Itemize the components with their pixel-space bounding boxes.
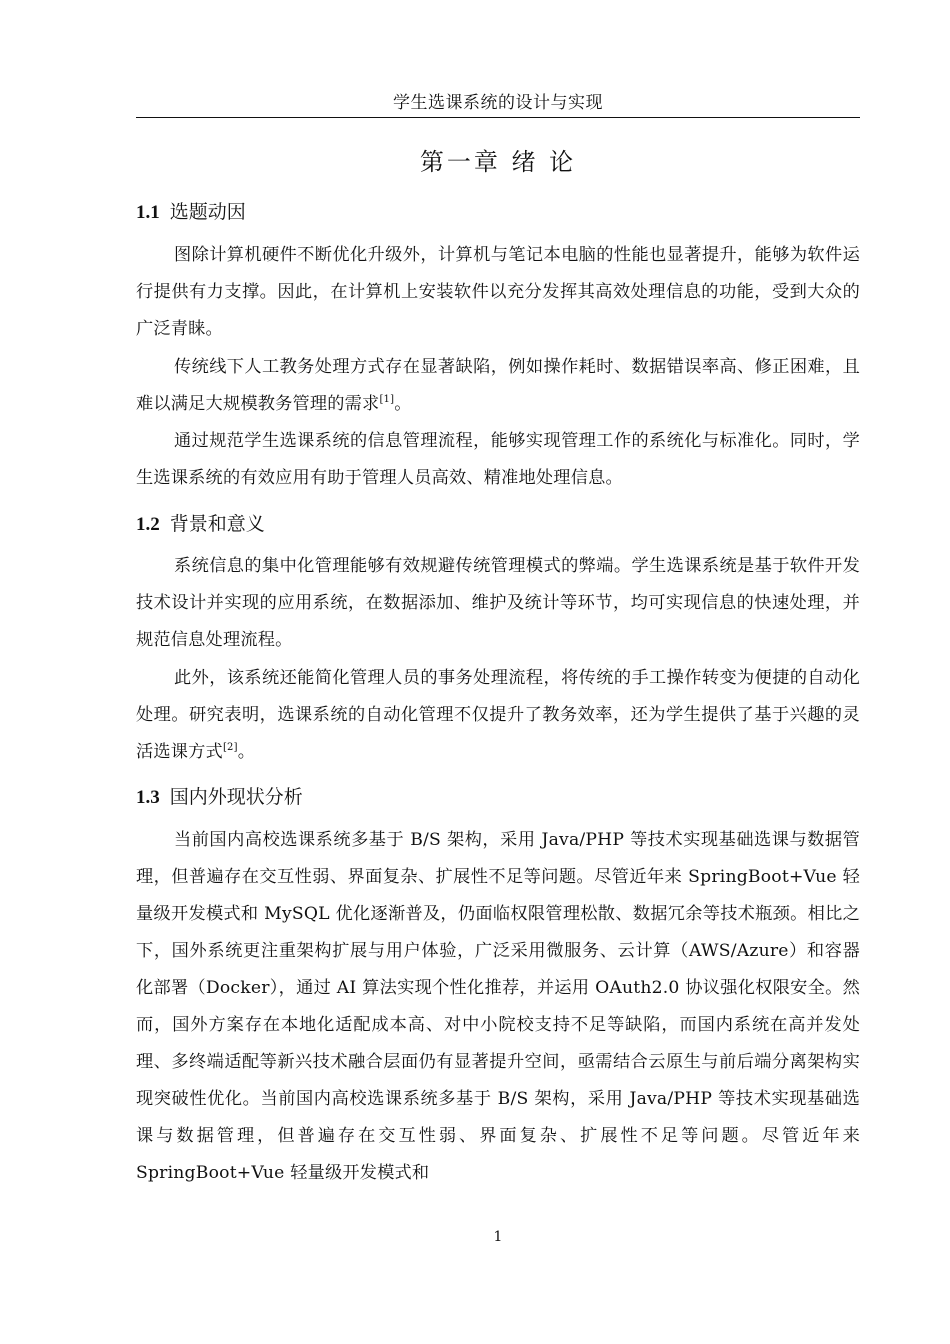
paragraph-text: 图除计算机硬件不断优化升级外，计算机与笔记本电脑的性能也显著提升，能够为软件运行提供有力支撑。因此，在计算机上安装软件以充分发挥其高效处理信息的功能，受到大众的广泛青睐。	[136, 245, 860, 339]
section-title: 背景和意义	[169, 513, 265, 535]
paragraph-text: 系统信息的集中化管理能够有效规避传统管理模式的弊端。学生选课系统是基于软件开发技术设计并实现的应用系统，在数据添加、维护及统计等环节，均可实现信息的快速处理，并规范信息处理流程。	[136, 556, 860, 650]
header-rule	[136, 117, 860, 118]
section-number: 1.1	[136, 202, 160, 223]
paragraph-tail: 。	[394, 394, 412, 414]
paragraph-text: 此外，该系统还能简化管理人员的事务处理流程，将传统的手工操作转变为便捷的自动化处理。研究表明，选课系统的自动化管理不仅提升了教务效率，还为学生提供了基于兴趣的灵活选课方式	[136, 668, 860, 762]
citation-ref: [1]	[379, 394, 395, 405]
section-title: 国内外现状分析	[169, 786, 303, 808]
paragraph	[136, 349, 860, 423]
section-heading-1-2	[136, 511, 265, 538]
section-number: 1.3	[136, 787, 160, 808]
paragraph-text: 当前国内高校选课系统多基于 B/S 架构，采用 Java/PHP 等技术实现基础选课与数据管理，但普遍存在交互性弱、界面复杂、扩展性不足等问题。尽管近年来 SpringBoot+Vue 轻量级开发模式和 MySQL 优化逐渐普及，仍面临权限管理松散、数据冗余等技术瓶颈。相比之下，国外系统更注重架构扩展与用户体验，广泛采用微服务、云计算（AWS/Azure）和容器化部署（Docker），通过 AI 算法实现个性化推荐，并运用 OAuth2.0 协议强化权限安全。然而，国外方案存在本地化适配成本高、对中小院校支持不足等缺陷，而国内系统在高并发处理、多终端适配等新兴技术融合层面仍有显著提升空间，亟需结合云原生与前后端分离架构实现突破性优化。当前国内高校选课系统多基于 B/S 架构，采用 Java/PHP 等技术实现基础选课与数据管理，但普遍存在交互性弱、界面复杂、扩展性不足等问题。尽管近年来 SpringBoot+Vue 轻量级开发模式和	[136, 830, 860, 1183]
paragraph-tail: 。	[237, 742, 256, 762]
paragraph	[136, 423, 860, 497]
paragraph-text: 通过规范学生选课系统的信息管理流程，能够实现管理工作的系统化与标准化。同时，学生选课系统的有效应用有助于管理人员高效、精准地处理信息。	[136, 431, 860, 488]
paragraph-text: 传统线下人工教务处理方式存在显著缺陷，例如操作耗时、数据错误率高、修正困难，且难以满足大规模教务管理的需求	[136, 357, 860, 414]
page-number: 1	[493, 1229, 503, 1245]
paragraph	[136, 822, 860, 1192]
citation-ref: [2]	[222, 742, 238, 753]
section-heading-1-1	[136, 199, 246, 226]
section-title: 选题动因	[169, 201, 246, 223]
paragraph	[136, 237, 860, 348]
running-header: 学生选课系统的设计与实现	[393, 93, 603, 113]
paragraph	[136, 660, 860, 771]
paragraph	[136, 548, 860, 659]
section-heading-1-3	[136, 784, 303, 811]
chapter-title: 第一章 绪 论	[419, 148, 577, 176]
section-number: 1.2	[136, 514, 160, 535]
